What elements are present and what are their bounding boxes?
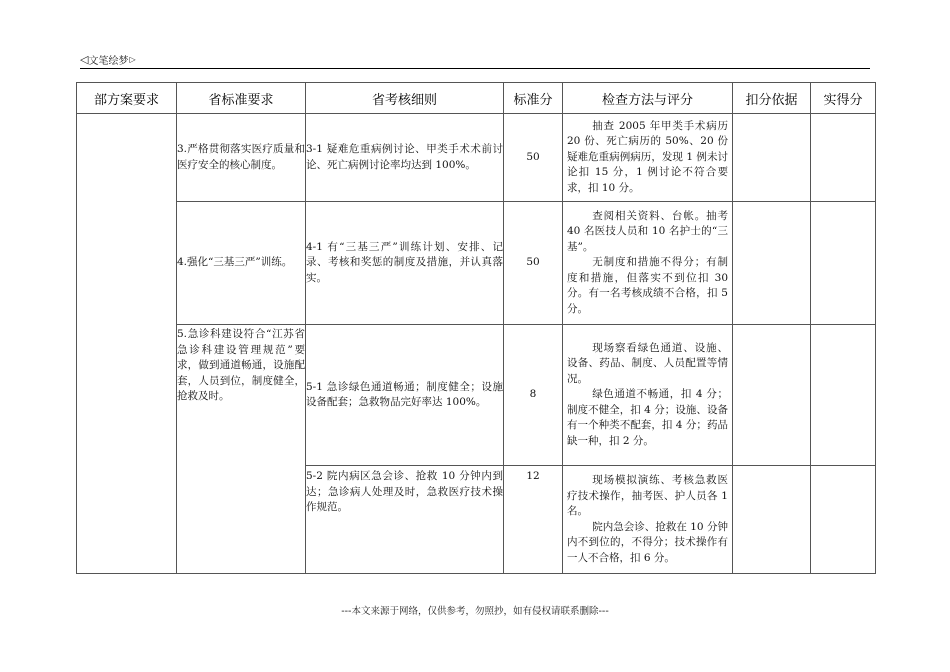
actual-score-cell: [811, 325, 876, 466]
province-std-cell: 4.强化“三基三严”训练。: [177, 202, 306, 325]
header-rule: [80, 68, 870, 69]
footer-disclaimer: ---本文来源于网络，仅供参考，勿照抄，如有侵权请联系删除---: [341, 606, 609, 617]
ministry-req-cell: [77, 114, 177, 574]
method-paragraph: 查阅相关资料、台帐。抽考 40 名医技人员和 10 名护士的“三基”。: [567, 209, 728, 253]
col-header-province-detail: 省考核细则: [306, 83, 504, 114]
col-header-province-std: 省标准要求: [177, 83, 306, 114]
method-paragraph: 抽查 2005 年甲类手术病历 20 份、死亡病历的 50%、20 份疑难危重病例病历，发现 1 例未讨论扣 15 分，1 例讨论不符合要求，扣 10 分。: [567, 119, 728, 194]
right-triangle-icon: ▷: [129, 54, 136, 64]
deduction-cell: [733, 202, 811, 325]
method-paragraph: 无制度和措施不得分；有制度和措施，但落实不到位扣 30 分。有一名考核成绩不合格，扣 5 分。: [567, 256, 728, 315]
province-std-cell: 3.严格贯彻落实医疗质量和医疗安全的核心制度。: [177, 114, 306, 202]
col-header-ministry-req: 部方案要求: [77, 83, 177, 114]
brand-logo: [80, 52, 136, 67]
assessment-table: [76, 82, 876, 574]
method-cell: [563, 202, 733, 325]
method-cell: [563, 466, 733, 574]
actual-score-cell: [811, 466, 876, 574]
table-header-row: [77, 83, 876, 114]
table-row: [77, 202, 876, 325]
score-cell: 50: [504, 114, 563, 202]
detail-cell: 5-1 急诊绿色通道畅通；制度健全；设施设备配套；急救物品完好率达 100%。: [306, 325, 504, 466]
brand-text: 文笔绘梦: [88, 56, 129, 67]
table-row: [77, 325, 876, 466]
deduction-cell: [733, 466, 811, 574]
method-paragraph: 院内急会诊、抢救在 10 分钟内不到位的，不得分；技术操作有一人不合格，扣 6 分。: [567, 520, 728, 564]
method-paragraph: 现场察看绿色通道、设施、设备、药品、制度、人员配置等情况。: [567, 341, 728, 385]
score-cell: 50: [504, 202, 563, 325]
method-cell: [563, 325, 733, 466]
left-triangle-icon: ◁: [80, 53, 89, 66]
col-header-check-method: 检查方法与评分: [563, 83, 733, 114]
deduction-cell: [733, 114, 811, 202]
actual-score-cell: [811, 114, 876, 202]
deduction-cell: [733, 325, 811, 466]
detail-cell: 4-1 有“三基三严”训练计划、安排、记录、考核和奖惩的制度及措施，并认真落实。: [306, 202, 504, 325]
score-cell: 12: [504, 466, 563, 574]
table-row: [77, 114, 876, 202]
detail-cell: 5-2 院内病区急会诊、抢救 10 分钟内到达；急诊病人处理及时，急救医疗技术操作规范。: [306, 466, 504, 574]
actual-score-cell: [811, 202, 876, 325]
method-paragraph: 绿色通道不畅通，扣 4 分；制度不健全，扣 4 分；设施、设备有一个种类不配套，扣 4 分；药品缺一种，扣 2 分。: [567, 388, 728, 447]
col-header-actual-score: 实得分: [811, 83, 876, 114]
col-header-deduction-basis: 扣分依据: [733, 83, 811, 114]
method-cell: [563, 114, 733, 202]
method-paragraph: 现场模拟演练、考核急救医疗技术操作，抽考医、护人员各 1 名。: [567, 474, 728, 517]
detail-cell: 3-1 疑难危重病例讨论、甲类手术术前讨论、死亡病例讨论率均达到 100%。: [306, 114, 504, 202]
score-cell: 8: [504, 325, 563, 466]
province-std-cell: 5.急诊科建设符合“江苏省急诊科建设管理规范”要求，做到通道畅通，设施配套，人员到位，制度健全，抢救及时。: [177, 325, 306, 574]
col-header-standard-score: 标准分: [504, 83, 563, 114]
